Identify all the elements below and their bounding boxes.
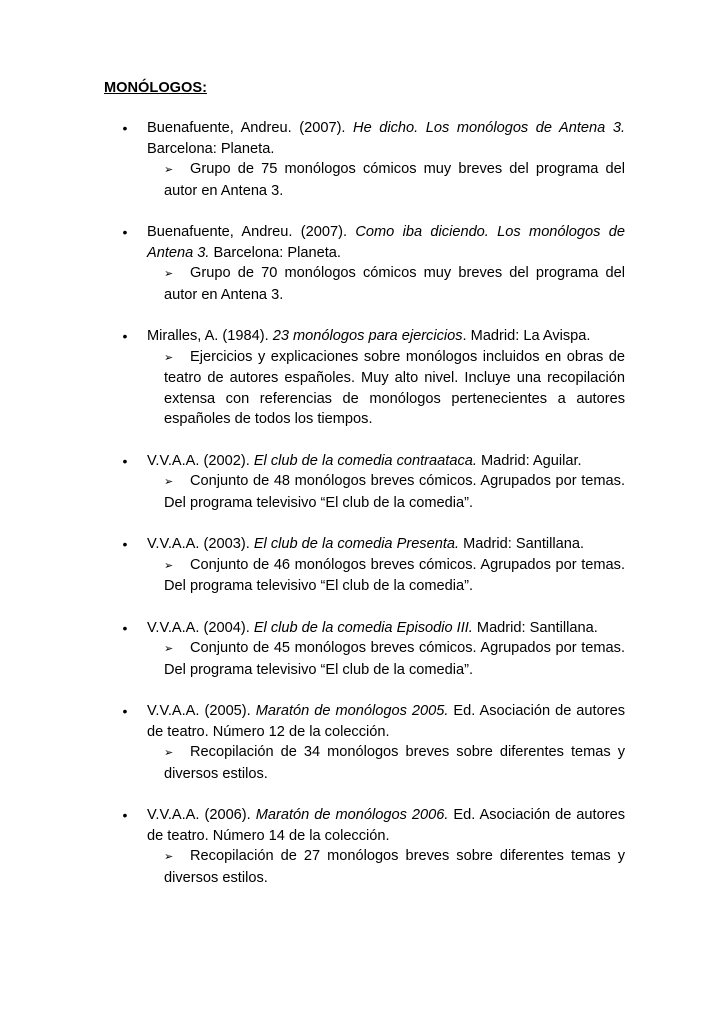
citation-publisher: Barcelona: Planeta. <box>147 140 275 157</box>
entry-note <box>164 159 625 201</box>
note-text: Recopilación de 27 monólogos breves sobre diferentes temas y diversos estilos. <box>164 848 625 886</box>
note-text: Conjunto de 48 monólogos breves cómicos. Agrupados por temas. Del programa televisivo “El club de la comedia”. <box>164 473 625 511</box>
note-text: Grupo de 70 monólogos cómicos muy breves del programa del autor en Antena 3. <box>164 265 625 303</box>
note-text: Conjunto de 45 monólogos breves cómicos. Agrupados por temas. Del programa televisivo “El club de la comedia”. <box>164 640 625 678</box>
citation-publisher: Madrid: Santillana. <box>459 536 585 552</box>
bullet-icon: • <box>122 452 128 469</box>
citation-publisher: Ed. Asociación de autores de teatro. Número 14 de la colección. <box>147 807 625 844</box>
entry-note <box>164 347 625 430</box>
citation <box>147 118 625 159</box>
note-text: Recopilación de 34 monólogos breves sobre diferentes temas y diversos estilos. <box>164 744 625 782</box>
entry-note <box>164 471 625 513</box>
arrow-bullet-icon: ➢ <box>164 164 174 176</box>
citation-title: El club de la comedia Presenta. <box>253 536 460 552</box>
citation-author-year: Buenafuente, Andreu. (2007). <box>147 224 356 240</box>
citation <box>147 701 625 742</box>
citation <box>147 805 625 846</box>
citation <box>147 222 625 263</box>
bibliography-list <box>0 118 728 909</box>
bibliography-entry <box>0 534 728 597</box>
bibliography-entry <box>0 222 728 305</box>
citation <box>147 534 625 555</box>
bullet-icon: • <box>122 619 128 636</box>
entry-note <box>164 555 625 597</box>
bullet-icon: • <box>122 703 128 719</box>
arrow-bullet-icon: ➢ <box>164 559 174 572</box>
arrow-bullet-icon: ➢ <box>164 476 174 488</box>
arrow-bullet-icon: ➢ <box>164 268 174 280</box>
citation-author-year: V.V.A.A. (2005). <box>147 703 256 719</box>
entry-note <box>164 846 625 888</box>
bibliography-entry <box>0 118 728 201</box>
citation-publisher: Madrid: Santillana. <box>472 619 598 636</box>
citation-publisher: . Madrid: La Avispa. <box>462 328 591 344</box>
bibliography-entry <box>0 805 728 888</box>
note-text: Conjunto de 46 monólogos breves cómicos. Agrupados por temas. Del programa televisivo “El club de la comedia”. <box>164 556 625 594</box>
citation-author-year: Buenafuente, Andreu. (2007). <box>147 120 354 136</box>
citation-title: Como iba diciendo. Los monólogos de Antena 3. <box>147 224 625 261</box>
citation-title: 23 monólogos para ejercicios <box>272 328 463 344</box>
arrow-bullet-icon: ➢ <box>164 747 174 759</box>
bullet-icon: • <box>122 807 128 823</box>
bullet-icon: • <box>122 224 128 240</box>
citation <box>147 451 625 472</box>
bullet-icon: • <box>122 536 128 552</box>
bibliography-entry <box>0 618 728 681</box>
citation-title: Maratón de monólogos 2005. <box>255 703 449 719</box>
arrow-bullet-icon: ➢ <box>164 643 174 655</box>
citation-title: Maratón de monólogos 2006. <box>255 807 449 823</box>
note-text: Ejercicios y explicaciones sobre monólogos incluidos en obras de teatro de autores españoles. Muy alto nivel. Incluye una recopilación extensa con referencias de monólogos pertenecientes a autores españoles de todos los tiempos. <box>164 348 625 427</box>
bibliography-entry <box>0 701 728 784</box>
bibliography-entry <box>0 326 728 430</box>
entry-note <box>164 742 625 784</box>
bullet-icon: • <box>122 328 128 344</box>
citation <box>147 618 625 639</box>
citation-title: El club de la comedia contraataca. <box>253 452 477 469</box>
citation-author-year: V.V.A.A. (2004). <box>147 619 254 636</box>
entry-note <box>164 263 625 305</box>
citation-author-year: V.V.A.A. (2002). <box>147 452 254 469</box>
entry-note <box>164 638 625 680</box>
citation-title: El club de la comedia Episodio III. <box>253 619 473 636</box>
note-text: Grupo de 75 monólogos cómicos muy breves del programa del autor en Antena 3. <box>164 161 625 199</box>
citation-author-year: V.V.A.A. (2003). <box>147 536 254 552</box>
citation-title: He dicho. Los monólogos de Antena 3. <box>353 120 626 136</box>
citation-author-year: V.V.A.A. (2006). <box>147 807 256 823</box>
citation-publisher: Ed. Asociación de autores de teatro. Número 12 de la colección. <box>147 703 625 740</box>
citation-publisher: Barcelona: Planeta. <box>209 244 341 261</box>
arrow-bullet-icon: ➢ <box>164 351 174 364</box>
arrow-bullet-icon: ➢ <box>164 851 174 863</box>
bullet-icon: • <box>122 120 128 136</box>
citation-publisher: Madrid: Aguilar. <box>476 452 582 469</box>
section-heading: MONÓLOGOS: <box>104 80 207 96</box>
citation <box>147 326 625 347</box>
citation-author-year: Miralles, A. (1984). <box>147 328 273 344</box>
bibliography-entry <box>0 451 728 514</box>
